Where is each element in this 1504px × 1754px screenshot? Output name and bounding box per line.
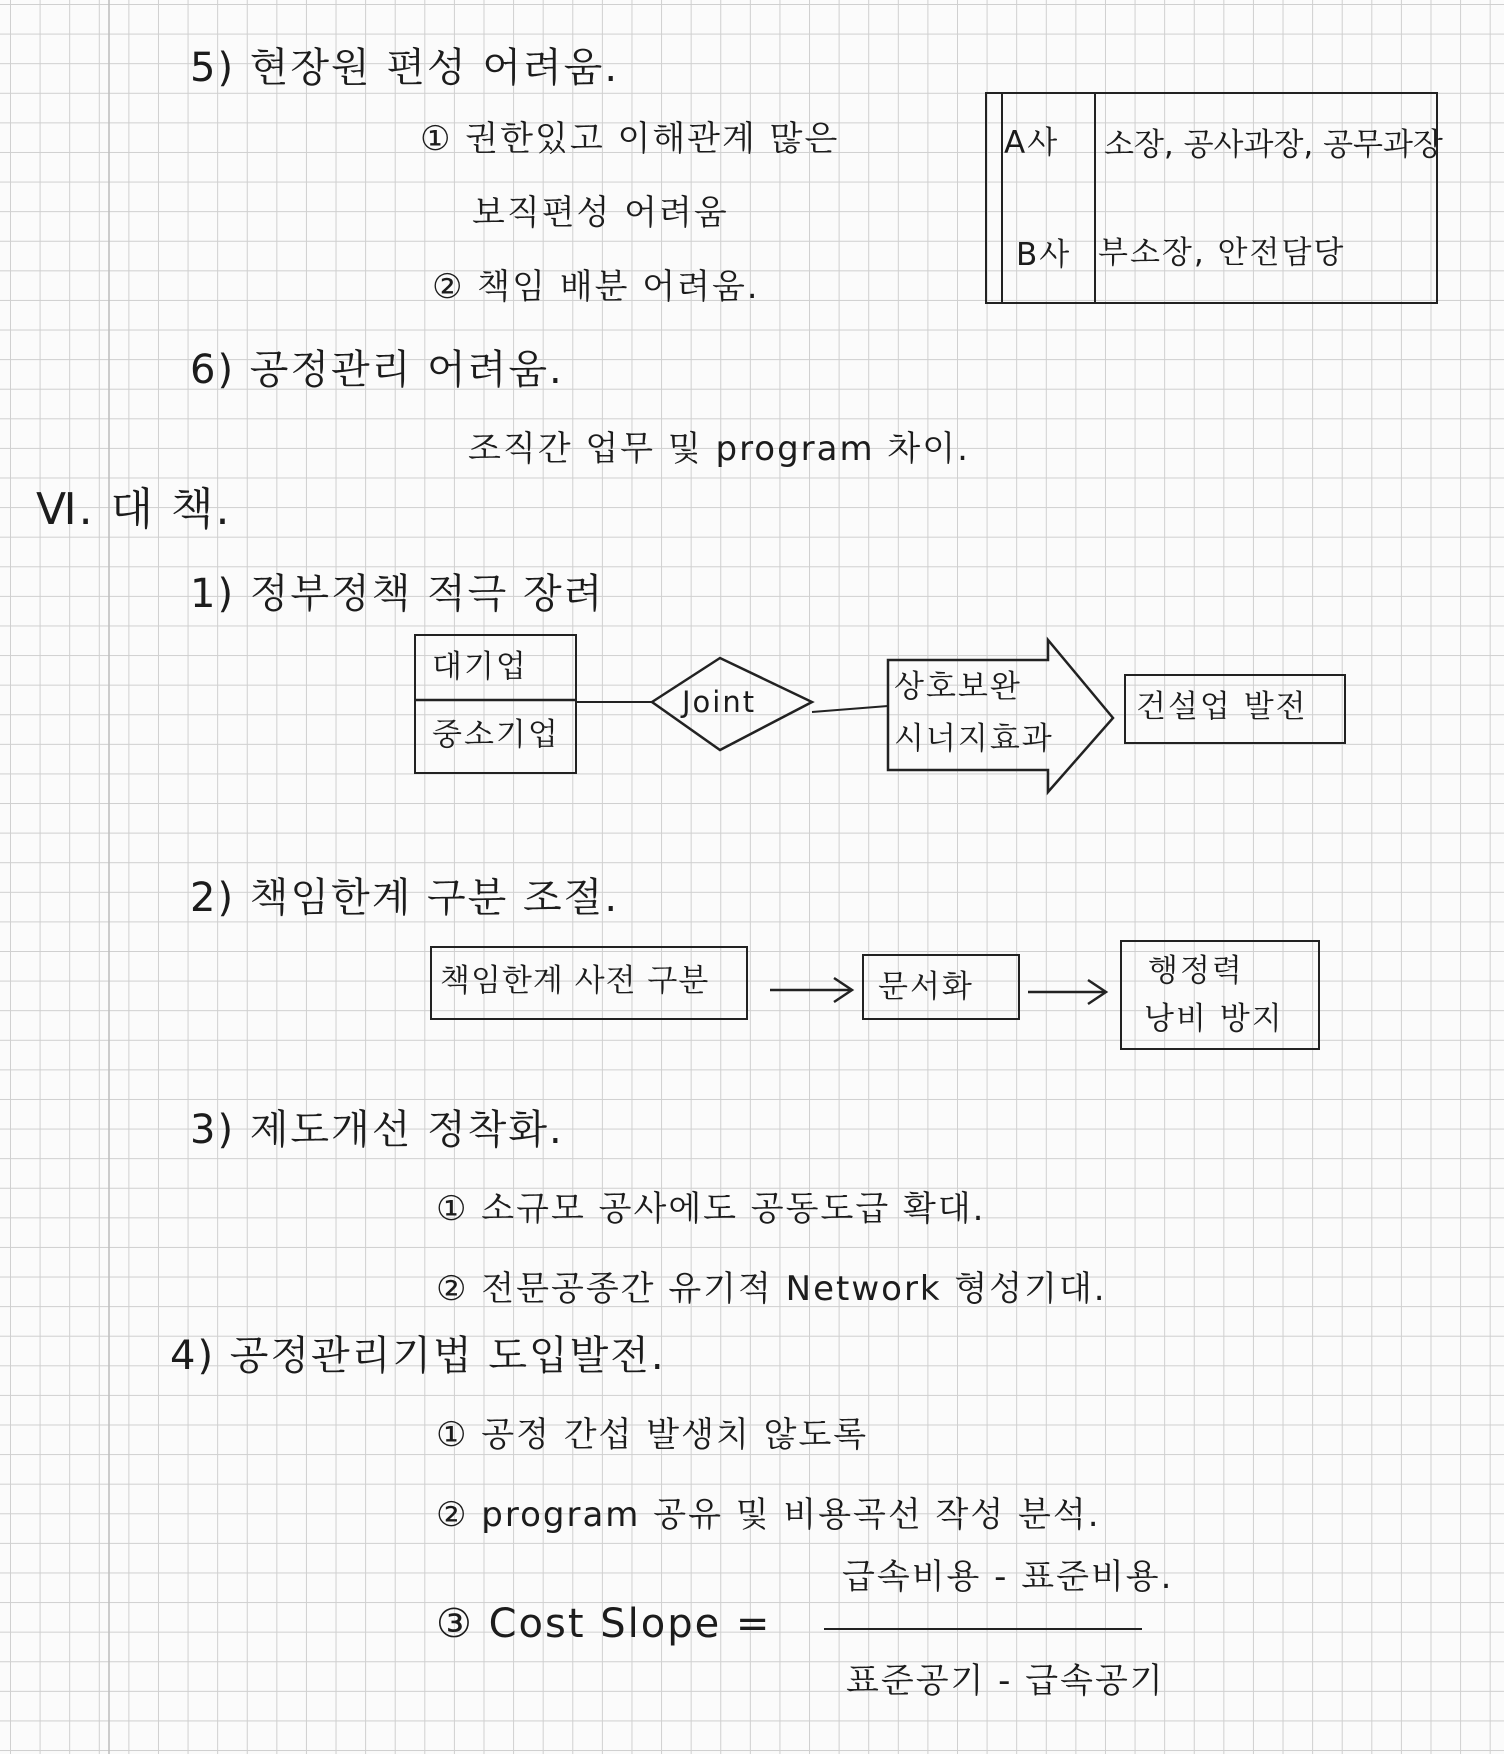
flow2-step3-line1: 행정력 <box>1148 953 1244 989</box>
measure3-item1: ① 소규모 공사에도 공동도급 확대. <box>436 1189 986 1229</box>
item5-heading: 5) 현장원 편성 어려움. <box>190 45 620 91</box>
item5-sub1-line2: 보직편성 어려움 <box>472 193 729 233</box>
flow-top-box: 대기업 <box>432 649 528 685</box>
section-heading: Ⅵ. 대 책. <box>36 484 232 535</box>
measure4-heading: 4) 공정관리기법 도입발전. <box>170 1333 666 1379</box>
measure4-item3-prefix: ③ Cost Slope = <box>436 1601 772 1647</box>
flow-arrow-line2: 시너지효과 <box>894 721 1054 757</box>
flow2-step1: 책임한계 사전 구분 <box>440 963 710 999</box>
cost-slope-numerator: 급속비용 - 표준비용. <box>842 1557 1174 1597</box>
item6-heading: 6) 공정관리 어려움. <box>190 347 564 393</box>
measure1-heading: 1) 정부정책 적극 장려 <box>190 571 605 617</box>
measure4-item2: ② program 공유 및 비용곡선 작성 분석. <box>436 1495 1101 1535</box>
flow-result: 건설업 발전 <box>1136 689 1308 725</box>
table-row-a-company: A사 <box>1004 125 1060 161</box>
measure4-item1: ① 공정 간섭 발생치 않도록 <box>436 1415 869 1455</box>
measure3-item2: ② 전문공종간 유기적 Network 형성기대. <box>436 1269 1107 1309</box>
flow-bottom-box: 중소기업 <box>432 717 560 753</box>
table-row-a-roles: 소장, 공사과장, 공무과장 <box>1104 127 1443 163</box>
flow2-step2: 문서화 <box>878 969 974 1005</box>
flow-diamond: Joint <box>682 685 757 719</box>
item5-sub1-line1: ① 권한있고 이해관계 많은 <box>420 119 840 159</box>
table-row-b-roles: 부소장, 안전담당 <box>1098 235 1346 271</box>
measure2-heading: 2) 책임한계 구분 조절. <box>190 875 620 921</box>
item6-detail: 조직간 업무 및 program 차이. <box>468 429 970 469</box>
fraction-bar <box>824 1628 1142 1630</box>
flow-arrow-line1: 상호보완 <box>894 669 1022 705</box>
flow2-step3-line2: 낭비 방지 <box>1144 1001 1284 1037</box>
item5-sub2: ② 책임 배분 어려움. <box>432 267 760 307</box>
table-row-b-company: B사 <box>1016 237 1072 273</box>
cost-slope-denominator: 표준공기 - 급속공기 <box>846 1661 1165 1701</box>
measure3-heading: 3) 제도개선 정착화. <box>190 1107 564 1153</box>
